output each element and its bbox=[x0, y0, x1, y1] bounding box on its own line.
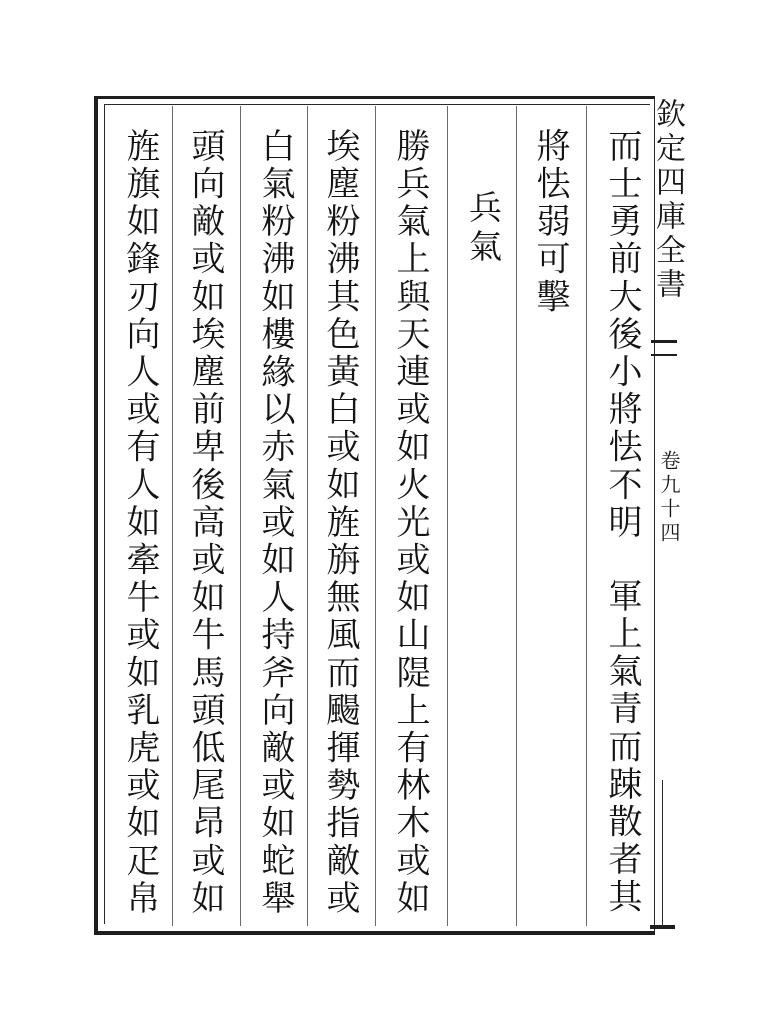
column-rule bbox=[307, 106, 308, 926]
section-heading: 兵氣 bbox=[464, 190, 503, 268]
fish-tail-mark bbox=[651, 340, 677, 356]
text-column-3: 勝兵氣上與天連或如火光或如山隄上有林木或如 bbox=[390, 128, 430, 918]
text-column-1-part-1: 而士勇前大後小將怯不明 bbox=[602, 128, 642, 542]
margin-rule bbox=[662, 780, 663, 928]
inner-border-top bbox=[104, 104, 650, 105]
volume-number: 卷九十四 bbox=[657, 450, 681, 546]
column-rule bbox=[375, 106, 376, 926]
text-column-2: 將怯弱可擊 bbox=[530, 128, 570, 316]
column-rule bbox=[447, 106, 448, 926]
column-rule bbox=[172, 106, 173, 926]
inner-border-left bbox=[104, 104, 105, 924]
column-rule bbox=[516, 106, 517, 926]
text-column-7: 旌旗如鋒刃向人或有人如牽牛或如乳虎或如疋帛 bbox=[120, 128, 160, 918]
text-column-6: 頭向敵或如埃塵前卑後高或如牛馬頭低尾昂或如 bbox=[185, 128, 225, 918]
column-rule bbox=[586, 106, 587, 926]
text-column-4: 埃塵粉沸其色黃白或如旌旃無風而颺揮勢指敵或 bbox=[320, 128, 360, 918]
book-title: 欽定四庫全書 bbox=[650, 98, 685, 302]
text-column-1-part-2: 軍上氣青而踈散者其 bbox=[602, 578, 642, 917]
column-rule bbox=[240, 106, 241, 926]
text-column-5: 白氣粉沸如樓緣以赤氣或如人持斧向敵或如蛇舉 bbox=[255, 128, 295, 918]
